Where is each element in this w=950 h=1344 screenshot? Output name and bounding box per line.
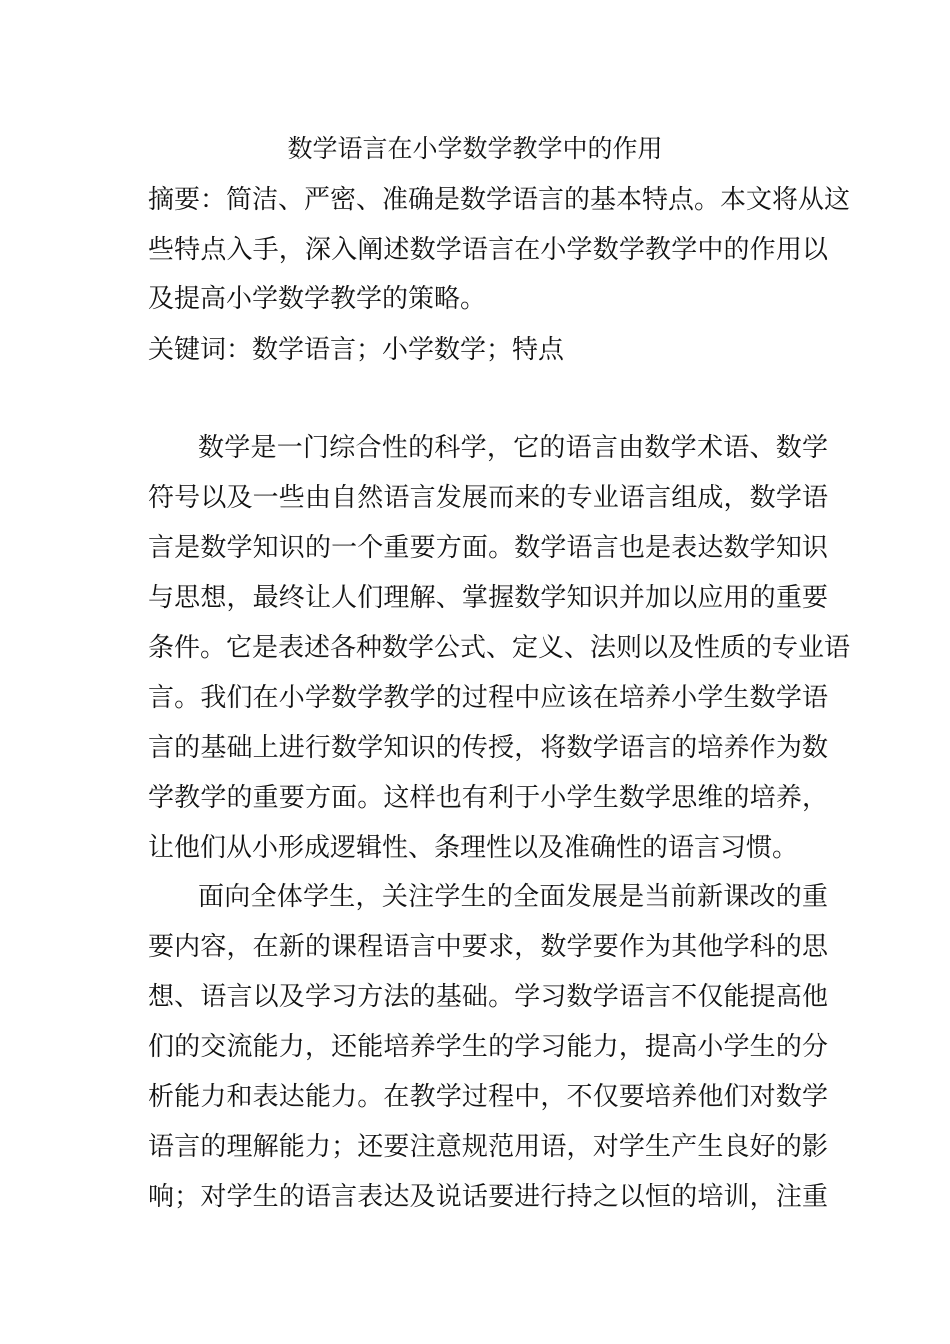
paragraph-2-line: 面向全体学生，关注学生的全面发展是当前新课改的重 xyxy=(198,882,828,912)
paragraph-1-line: 言是数学知识的一个重要方面。数学语言也是表达数学知识 xyxy=(148,533,828,563)
paragraph-1-line: 数学是一门综合性的科学，它的语言由数学术语、数学 xyxy=(198,433,828,463)
paragraph-2-line: 析能力和表达能力。在教学过程中，不仅要培养他们对数学 xyxy=(148,1082,828,1112)
abstract-line: 及提高小学数学教学的策略。 xyxy=(148,284,487,314)
paragraph-2-line: 想、语言以及学习方法的基础。学习数学语言不仅能提高他 xyxy=(148,982,828,1012)
paragraph-1-line: 条件。它是表述各种数学公式、定义、法则以及性质的专业语 xyxy=(148,633,851,663)
paragraph-1-line: 言。我们在小学数学教学的过程中应该在培养小学生数学语 xyxy=(148,683,828,713)
abstract-line: 摘要：简洁、严密、准确是数学语言的基本特点。本文将从这 xyxy=(148,185,851,215)
paragraph-1-line: 言的基础上进行数学知识的传授，将数学语言的培养作为数 xyxy=(148,733,828,763)
abstract-line: 些特点入手，深入阐述数学语言在小学数学教学中的作用以 xyxy=(148,235,828,265)
paragraph-1-line: 符号以及一些由自然语言发展而来的专业语言组成，数学语 xyxy=(148,483,828,513)
paragraph-2-line: 要内容，在新的课程语言中要求，数学要作为其他学科的思 xyxy=(148,932,828,962)
paragraph-2-line: 响；对学生的语言表达及说话要进行持之以恒的培训，注重 xyxy=(148,1182,828,1212)
paragraph-1-line: 学教学的重要方面。这样也有利于小学生数学思维的培养， xyxy=(148,783,828,813)
paragraph-1-line: 与思想，最终让人们理解、掌握数学知识并加以应用的重要 xyxy=(148,583,828,613)
keywords-line: 关键词：数学语言；小学数学；特点 xyxy=(148,335,565,365)
paragraph-2-line: 语言的理解能力；还要注意规范用语，对学生产生良好的影 xyxy=(148,1132,828,1162)
document-title: 数学语言在小学数学教学中的作用 xyxy=(287,134,663,163)
paragraph-1-line: 让他们从小形成逻辑性、条理性以及准确性的语言习惯。 xyxy=(148,833,799,863)
paragraph-2-line: 们的交流能力，还能培养学生的学习能力，提高小学生的分 xyxy=(148,1032,828,1062)
